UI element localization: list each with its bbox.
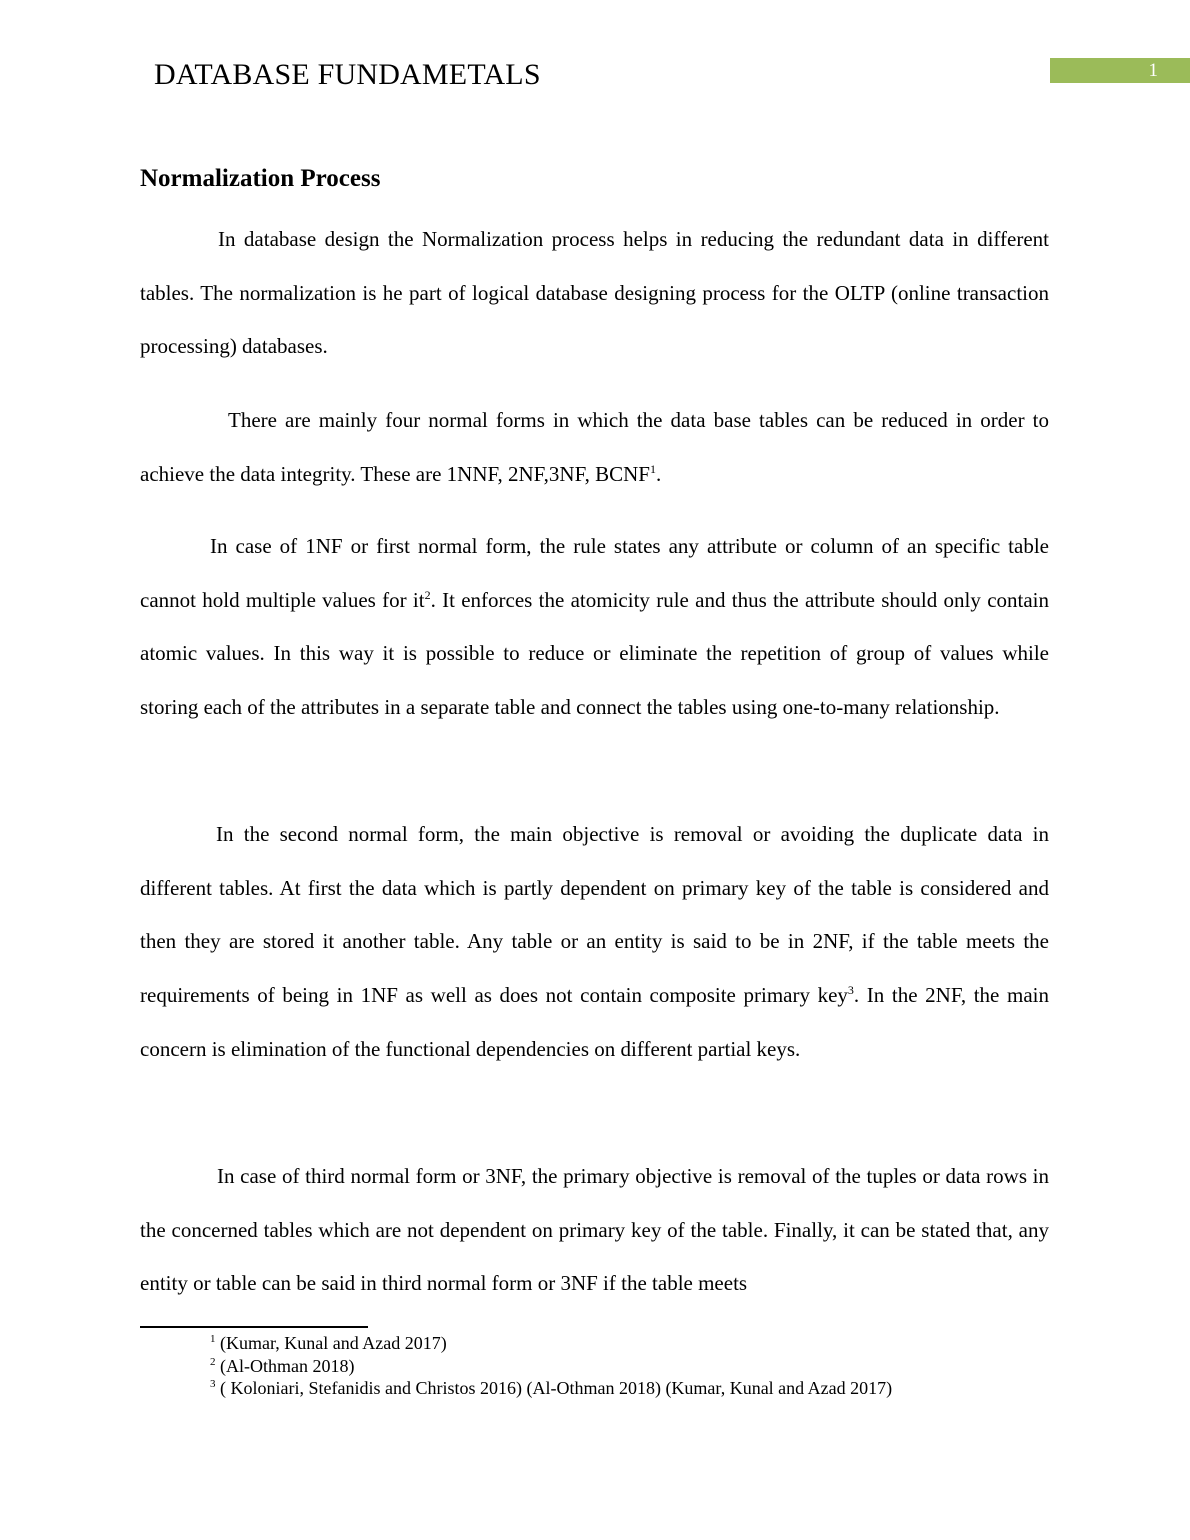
- running-head: DATABASE FUNDAMETALS: [154, 58, 541, 91]
- paragraph-text: In case of third normal form or 3NF, the primary objective is removal of the tuples or data rows in the concerned tables which are not dependent on primary key of the table. Finally, it can be stated that, any entity or table can be said in third normal form or 3NF if the table meets: [140, 1164, 1049, 1296]
- page-number-badge: [1050, 58, 1190, 83]
- footnote-number: 2: [210, 1355, 216, 1368]
- section-heading: Normalization Process: [140, 165, 381, 192]
- page-number: 1: [1148, 60, 1158, 81]
- footnote-1: [210, 1332, 892, 1355]
- footnote-reference[interactable]: 2: [424, 587, 431, 602]
- footnote-text: ( Koloniari, Stefanidis and Christos 2016) (Al-Othman 2018) (Kumar, Kunal and Azad 2017): [215, 1378, 893, 1398]
- paragraph-text: . It enforces the atomicity rule and thus the attribute should only contain atomic values. In this way it is possible to reduce or eliminate the repetition of group of values while storing each of the attributes in a separate table and connect the tables using one-to-many relationship.: [140, 587, 1049, 720]
- footnotes: [210, 1332, 892, 1400]
- paragraph-normalization-intro: [140, 213, 1049, 374]
- paragraph-normal-forms: [140, 394, 1049, 501]
- footnote-number: 1: [210, 1333, 216, 1345]
- footnote-text: (Al-Othman 2018): [215, 1355, 355, 1376]
- paragraph-text: .: [655, 461, 662, 486]
- footnote-2: [210, 1355, 892, 1378]
- footnote-reference[interactable]: 3: [847, 983, 854, 998]
- paragraph-second-normal-form: [140, 808, 1049, 1077]
- paragraph-text: In database design the Normalization process helps in reducing the redundant data in different tables. The normalization is he part of logical database designing process for the OLTP (online transaction processing) databases.: [140, 227, 1049, 359]
- paragraph-third-normal-form: [140, 1150, 1049, 1311]
- paragraph-text: In the second normal form, the main objective is removal or avoiding the duplicate data in different tables. At first the data which is partly dependent on primary key of the table is considered and then they are stored it another table. Any table or an entity is said to be in 2NF, if the table meets the requirements of being in 1NF as well as does not contain composite primary key: [140, 822, 1049, 1008]
- paragraph-first-normal-form: [140, 520, 1049, 735]
- paragraph-text: . In the 2NF, the main concern is elimination of the functional dependencies on different partial keys.: [140, 983, 1049, 1061]
- footnote-text: (Kumar, Kunal and Azad 2017): [215, 1333, 447, 1353]
- footnote-reference[interactable]: 1: [649, 461, 656, 476]
- paragraph-text: In case of 1NF or first normal form, the rule states any attribute or column of an specific table cannot hold multiple values for it: [140, 534, 1049, 612]
- footnote-number: 3: [210, 1378, 216, 1390]
- footnote-separator: [140, 1326, 368, 1328]
- footnote-3: [210, 1377, 892, 1400]
- paragraph-text: There are mainly four normal forms in which the data base tables can be reduced in order to achieve the data integrity. These are 1NNF, 2NF,3NF, BCNF: [140, 408, 1049, 486]
